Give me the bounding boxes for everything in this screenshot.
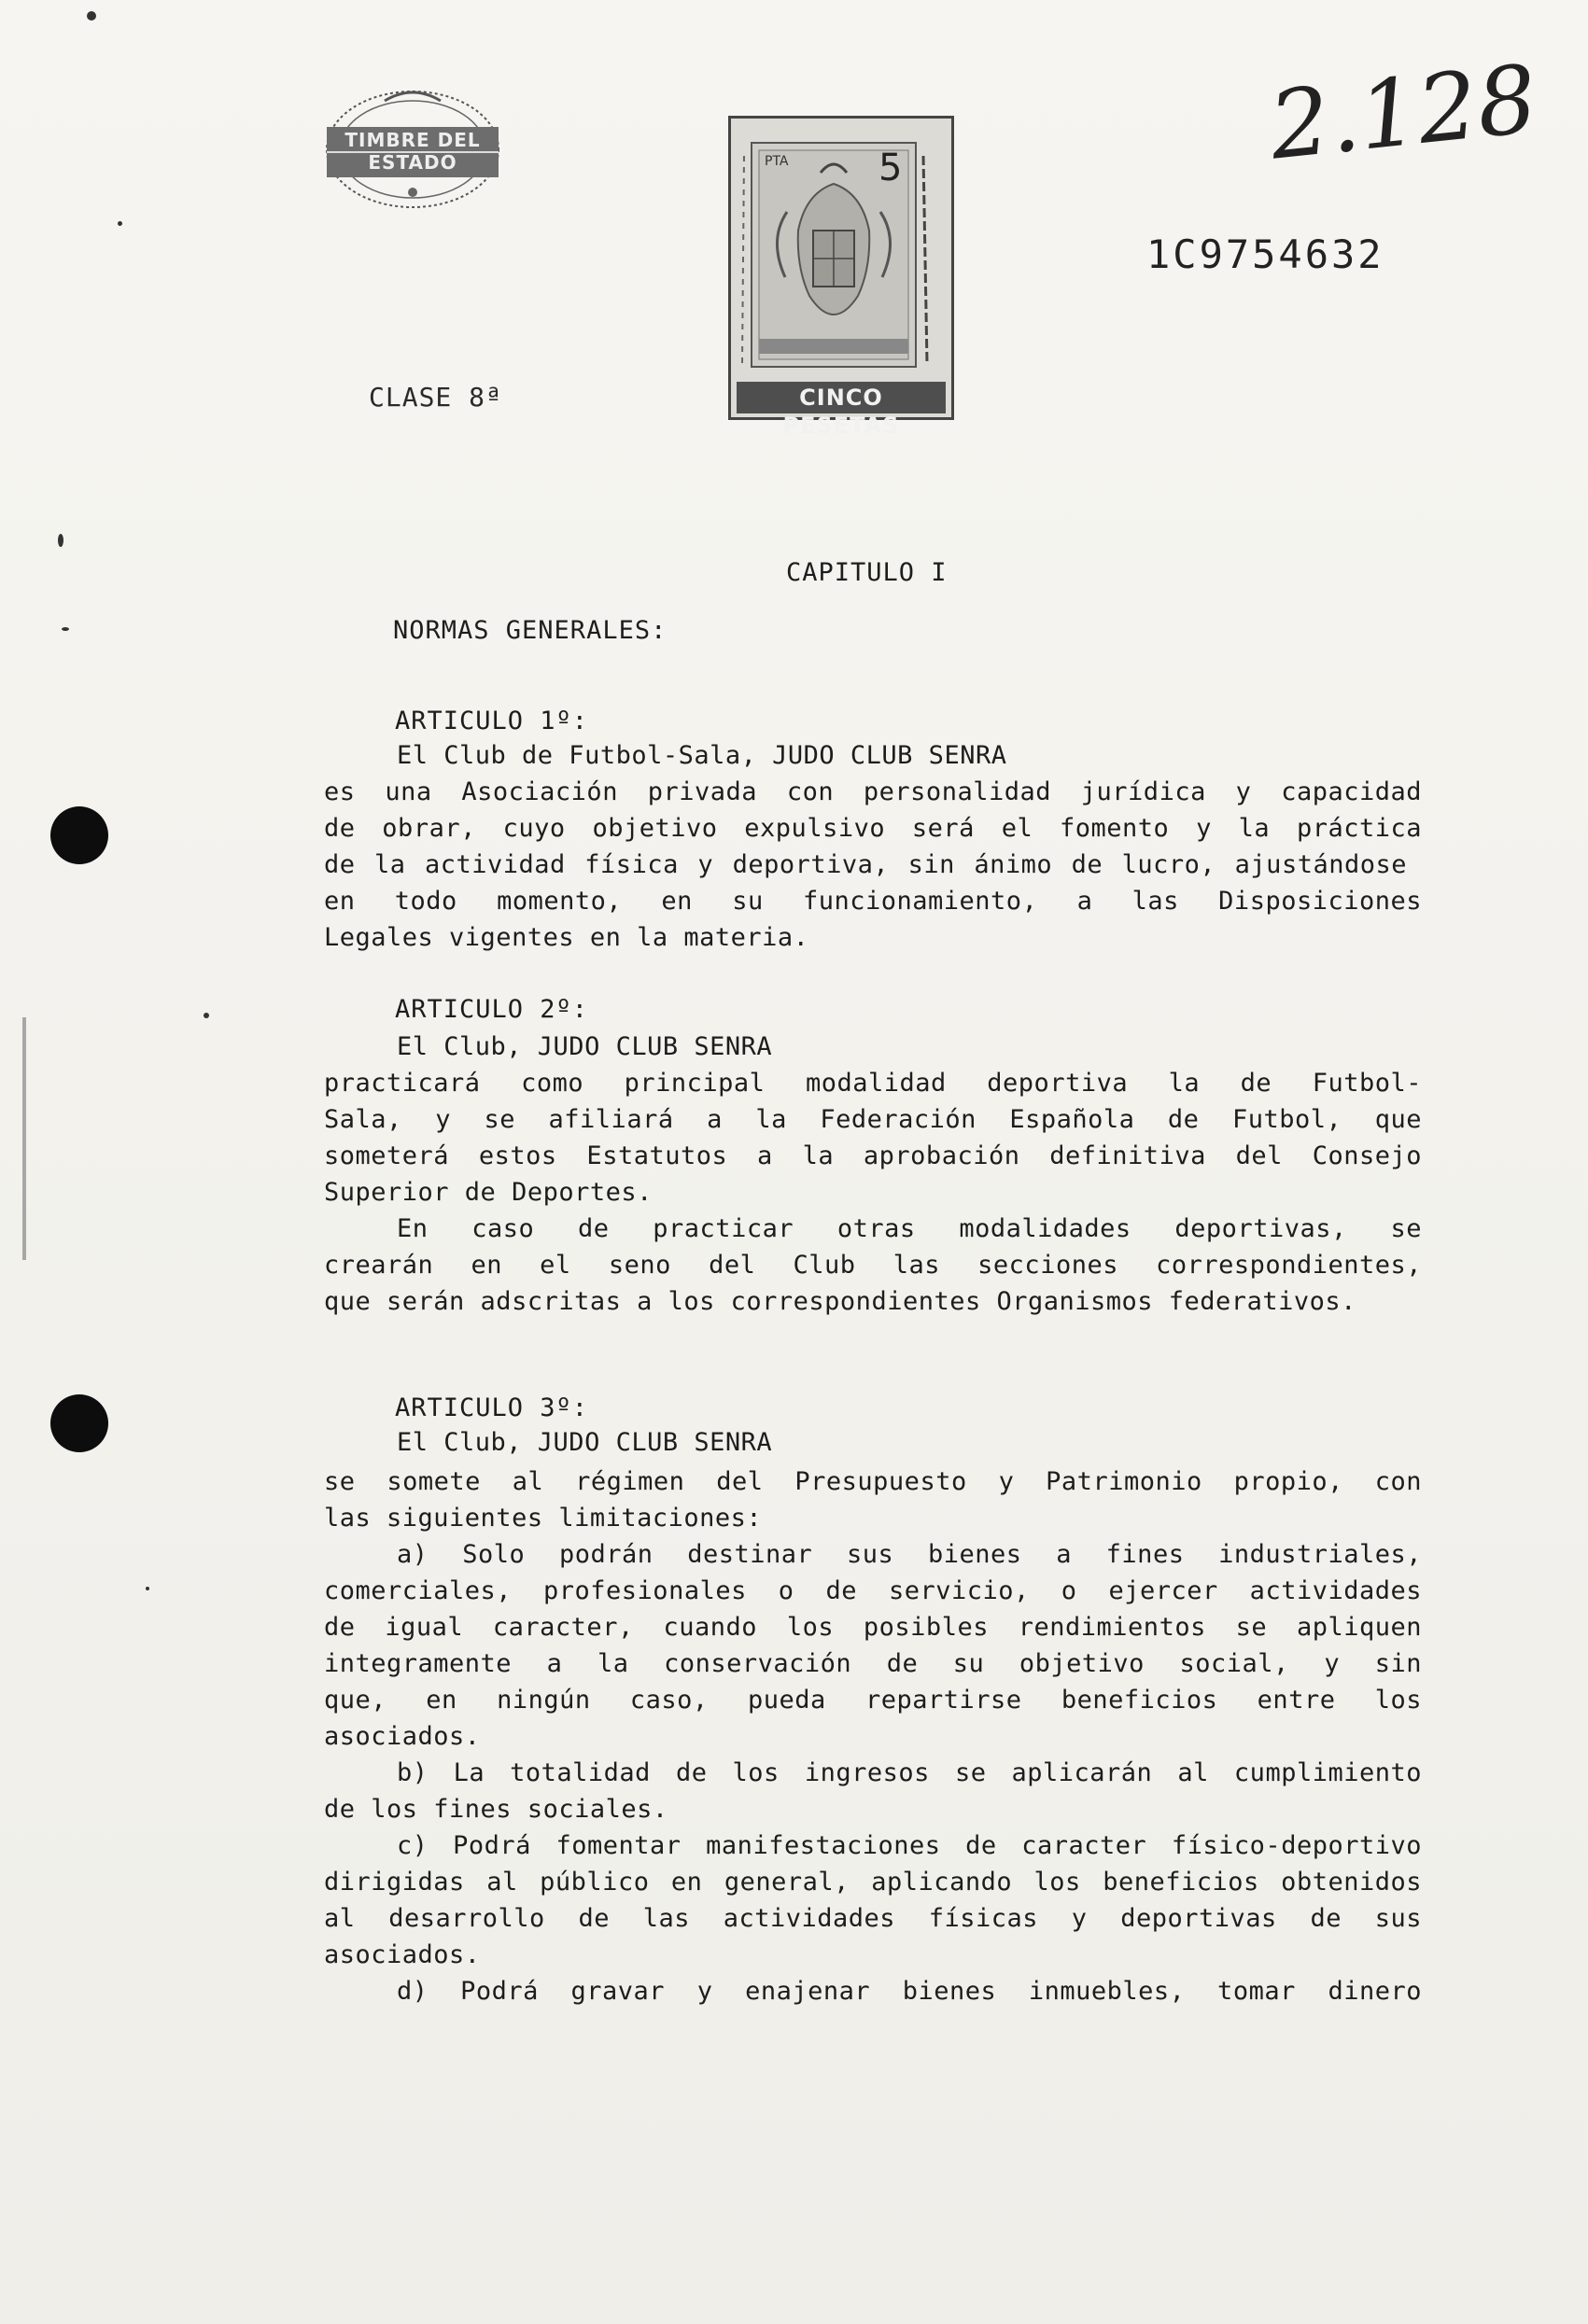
stamp-denomination-prefix: PTA <box>765 154 789 169</box>
article-heading: ARTICULO 3º: <box>395 1393 589 1422</box>
chapter-title: CAPITULO I <box>786 558 948 587</box>
article-line: El Club, JUDO CLUB SENRA <box>397 1428 773 1457</box>
scan-speck <box>58 534 63 547</box>
stamp-value-text: CINCO PESETAS <box>782 385 900 439</box>
article-line: Legales vigentes en la materia. <box>324 923 809 952</box>
handwritten-underline <box>1265 179 1489 181</box>
article-line: de los fines sociales. <box>324 1795 668 1824</box>
article-line: comerciales, profesionales o de servicio, o ejercer actividades <box>324 1576 1422 1605</box>
article-line: asociados. <box>324 1940 481 1969</box>
margin-tick-mark <box>22 1017 26 1260</box>
chapter-subtitle: NORMAS GENERALES: <box>393 616 668 645</box>
scan-speck <box>62 627 69 631</box>
paper-class-label: CLASE 8ª <box>369 382 502 413</box>
article-line: dirigidas al público en general, aplicando los beneficios obtenidos <box>324 1868 1422 1897</box>
article-line: b) La totalidad de los ingresos se aplicarán al cumplimiento <box>397 1758 1422 1787</box>
article-line: Sala, y se afiliará a la Federación Española de Futbol, que <box>324 1105 1422 1134</box>
scan-speck <box>87 11 96 21</box>
article-line: de obrar, cuyo objetivo expulsivo será el fomento y la práctica <box>324 814 1422 843</box>
article-line: practicará como principal modalidad deportiva la de Futbol- <box>324 1069 1422 1098</box>
article-line: c) Podrá fomentar manifestaciones de caracter físico-deportivo <box>397 1831 1422 1860</box>
article-line: es una Asociación privada con personalidad jurídica y capacidad <box>324 777 1422 806</box>
article-line: integramente a la conservación de su objetivo social, y sin <box>324 1649 1422 1678</box>
timbre-seal <box>319 82 506 213</box>
scan-speck <box>118 221 122 226</box>
article-line: que, en ningún caso, pueda repartirse beneficios entre los <box>324 1686 1422 1715</box>
article-line: las siguientes limitaciones: <box>324 1504 763 1533</box>
article-heading: ARTICULO 1º: <box>395 707 589 735</box>
article-line: En caso de practicar otras modalidades deportivas, se <box>397 1214 1422 1243</box>
article-line: El Club, JUDO CLUB SENRA <box>397 1032 773 1061</box>
article-line: Superior de Deportes. <box>324 1178 653 1207</box>
handwritten-folio-number: 2.128 <box>1264 44 1542 181</box>
article-line: que serán adscritas a los correspondientes Organismos federativos. <box>324 1287 1356 1316</box>
article-line: se somete al régimen del Presupuesto y Patrimonio propio, con <box>324 1467 1422 1496</box>
article-line: al desarrollo de las actividades físicas y deportivas de sus <box>324 1904 1422 1933</box>
article-line: de igual caracter, cuando los posibles rendimientos se apliquen <box>324 1613 1422 1642</box>
article-line: someterá estos Estatutos a la aprobación definitiva del Consejo <box>324 1141 1422 1170</box>
serial-number: 1C9754632 <box>1146 231 1384 277</box>
scan-speck <box>146 1587 149 1590</box>
punch-hole-top <box>50 806 108 864</box>
stamp-value: 5 <box>878 147 903 189</box>
timbre-seal-label: TIMBRE DEL ESTADO <box>344 129 481 174</box>
scan-speck <box>204 1013 209 1018</box>
article-heading: ARTICULO 2º: <box>395 995 589 1024</box>
fiscal-stamp <box>728 116 954 439</box>
article-line: asociados. <box>324 1722 481 1751</box>
article-line: a) Solo podrán destinar sus bienes a fines industriales, <box>397 1540 1422 1569</box>
article-line: en todo momento, en su funcionamiento, a las Disposiciones <box>324 887 1422 916</box>
article-line: crearán en el seno del Club las secciones correspondientes, <box>324 1251 1422 1280</box>
article-line: de la actividad física y deportiva, sin ánimo de lucro, ajustándose <box>324 850 1407 879</box>
punch-hole-bottom <box>50 1394 108 1452</box>
article-line: d) Podrá gravar y enajenar bienes inmuebles, tomar dinero <box>397 1977 1422 2006</box>
article-line: El Club de Futbol-Sala, JUDO CLUB SENRA <box>397 741 1007 770</box>
